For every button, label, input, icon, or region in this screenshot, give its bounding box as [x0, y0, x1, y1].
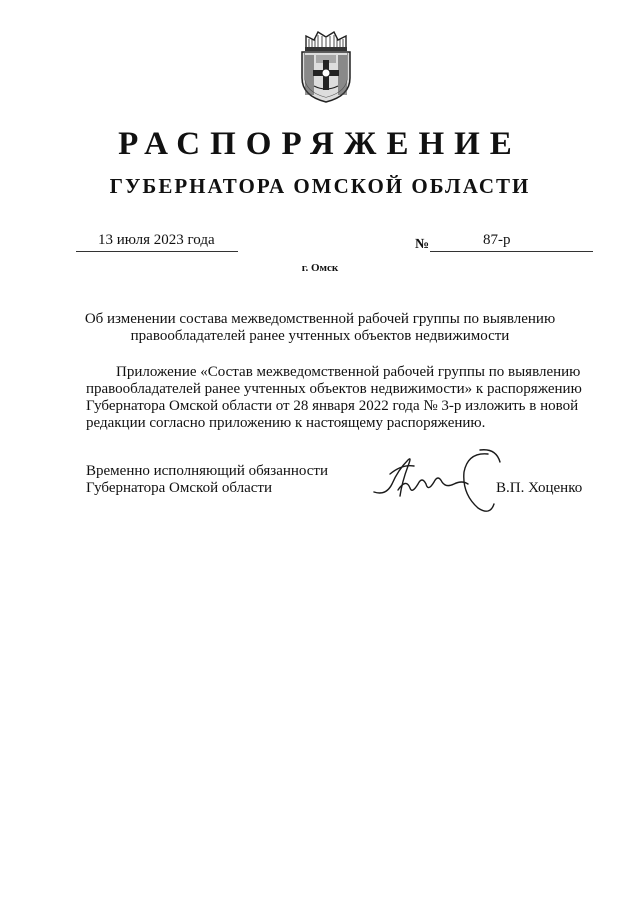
city: г. Омск: [301, 262, 339, 274]
date-underline: [76, 251, 238, 252]
number-underline: [430, 251, 593, 252]
body-line: Приложение «Состав межведомственной рабочей группы по выявлению: [116, 364, 581, 380]
issuer-heading: ГУБЕРНАТОРА ОМСКОЙ ОБЛАСТИ: [109, 174, 531, 198]
subject-line: правообладателей ранее учтенных объектов недвижимости: [130, 328, 510, 344]
body-line: правообладателей ранее учтенных объектов недвижимости» к распоряжению: [86, 381, 582, 397]
document-date: 13 июля 2023 года: [98, 232, 215, 248]
signatory-position: Временно исполняющий обязанности: [86, 463, 329, 479]
document-title: РАСПОРЯЖЕНИЕ: [118, 126, 522, 162]
body-line: Губернатора Омской области от 28 января 2022 года № 3-р изложить в новой: [86, 398, 579, 414]
coat-of-arms-icon: [296, 26, 356, 104]
signatory-position: Губернатора Омской области: [86, 480, 272, 496]
number-sign: №: [415, 237, 430, 252]
subject-line: Об изменении состава межведомственной рабочей группы по выявлению: [84, 311, 556, 327]
body-line: редакции согласно приложению к настоящему распоряжению.: [86, 415, 486, 431]
document-number: 87-р: [483, 232, 511, 248]
signatory-name: В.П. Хоценко: [496, 480, 583, 496]
